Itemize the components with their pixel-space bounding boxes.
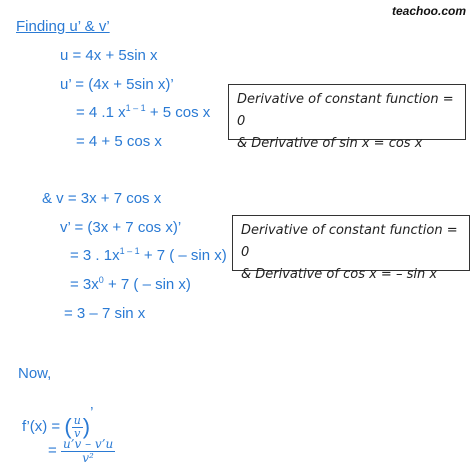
u-step-power-rule-pre: = 4 .1 x (76, 104, 126, 121)
u-over-v-numerator: u (73, 413, 81, 427)
u-over-v-denominator: v (74, 426, 81, 440)
note-derivative-sin-line2: & Derivative of sin x = cos x (237, 136, 423, 151)
u-derivative-setup: u’ = (4x + 5sin x)’ (60, 76, 174, 93)
quotient-rule-expression (48, 436, 115, 466)
teachoo-logo: teachoo.com (391, 4, 466, 18)
quotient-rule-denominator: v² (82, 450, 94, 465)
v-definition: & v = 3x + 7 cos x (42, 190, 162, 207)
quotient-rule-fraction (61, 438, 115, 465)
v-derivative-result: = 3 – 7 sin x (64, 305, 146, 322)
outer-prime: ’ (90, 404, 94, 421)
open-paren: ( (64, 414, 72, 440)
note-derivative-sin-line1: Derivative of constant function = 0 (237, 92, 454, 129)
v-step-power-rule-pre: = 3 . 1x (70, 247, 120, 264)
note-derivative-cos-line2: & Derivative of cos x = – sin x (241, 267, 438, 282)
u-definition: u = 4x + 5sin x (60, 47, 158, 64)
section-heading: Finding u’ & v’ (16, 18, 110, 35)
quotient-equals: = (48, 442, 61, 460)
quotient-rule-numerator: u’v – v’u (62, 436, 114, 451)
now-label: Now, (18, 365, 52, 382)
v-step-simplify-post: + 7 ( – sin x) (103, 276, 191, 293)
u-derivative-result: = 4 + 5 cos x (76, 133, 162, 150)
u-step-power-rule (76, 104, 210, 122)
note-derivative-cos-line1: Derivative of constant function = 0 (241, 223, 458, 260)
u-step-power-rule-post: + 5 cos x (145, 104, 211, 121)
v-step-simplify-exponent: 0 (98, 275, 104, 285)
v-step-power-rule-post: + 7 ( – sin x) (139, 247, 227, 264)
v-step-power-rule (70, 247, 227, 265)
u-step-power-rule-exponent: 1 – 1 (125, 103, 146, 113)
v-step-power-rule-exponent: 1 – 1 (119, 246, 140, 256)
close-paren: ) (82, 414, 91, 440)
note-derivative-cos (232, 215, 470, 282)
v-step-simplify-pre: = 3x (70, 276, 99, 293)
note-derivative-sin (228, 84, 466, 151)
f-prime-lhs: f’(x) = (22, 418, 65, 436)
v-step-simplify (70, 276, 191, 294)
v-derivative-setup: v’ = (3x + 7 cos x)’ (60, 219, 182, 236)
